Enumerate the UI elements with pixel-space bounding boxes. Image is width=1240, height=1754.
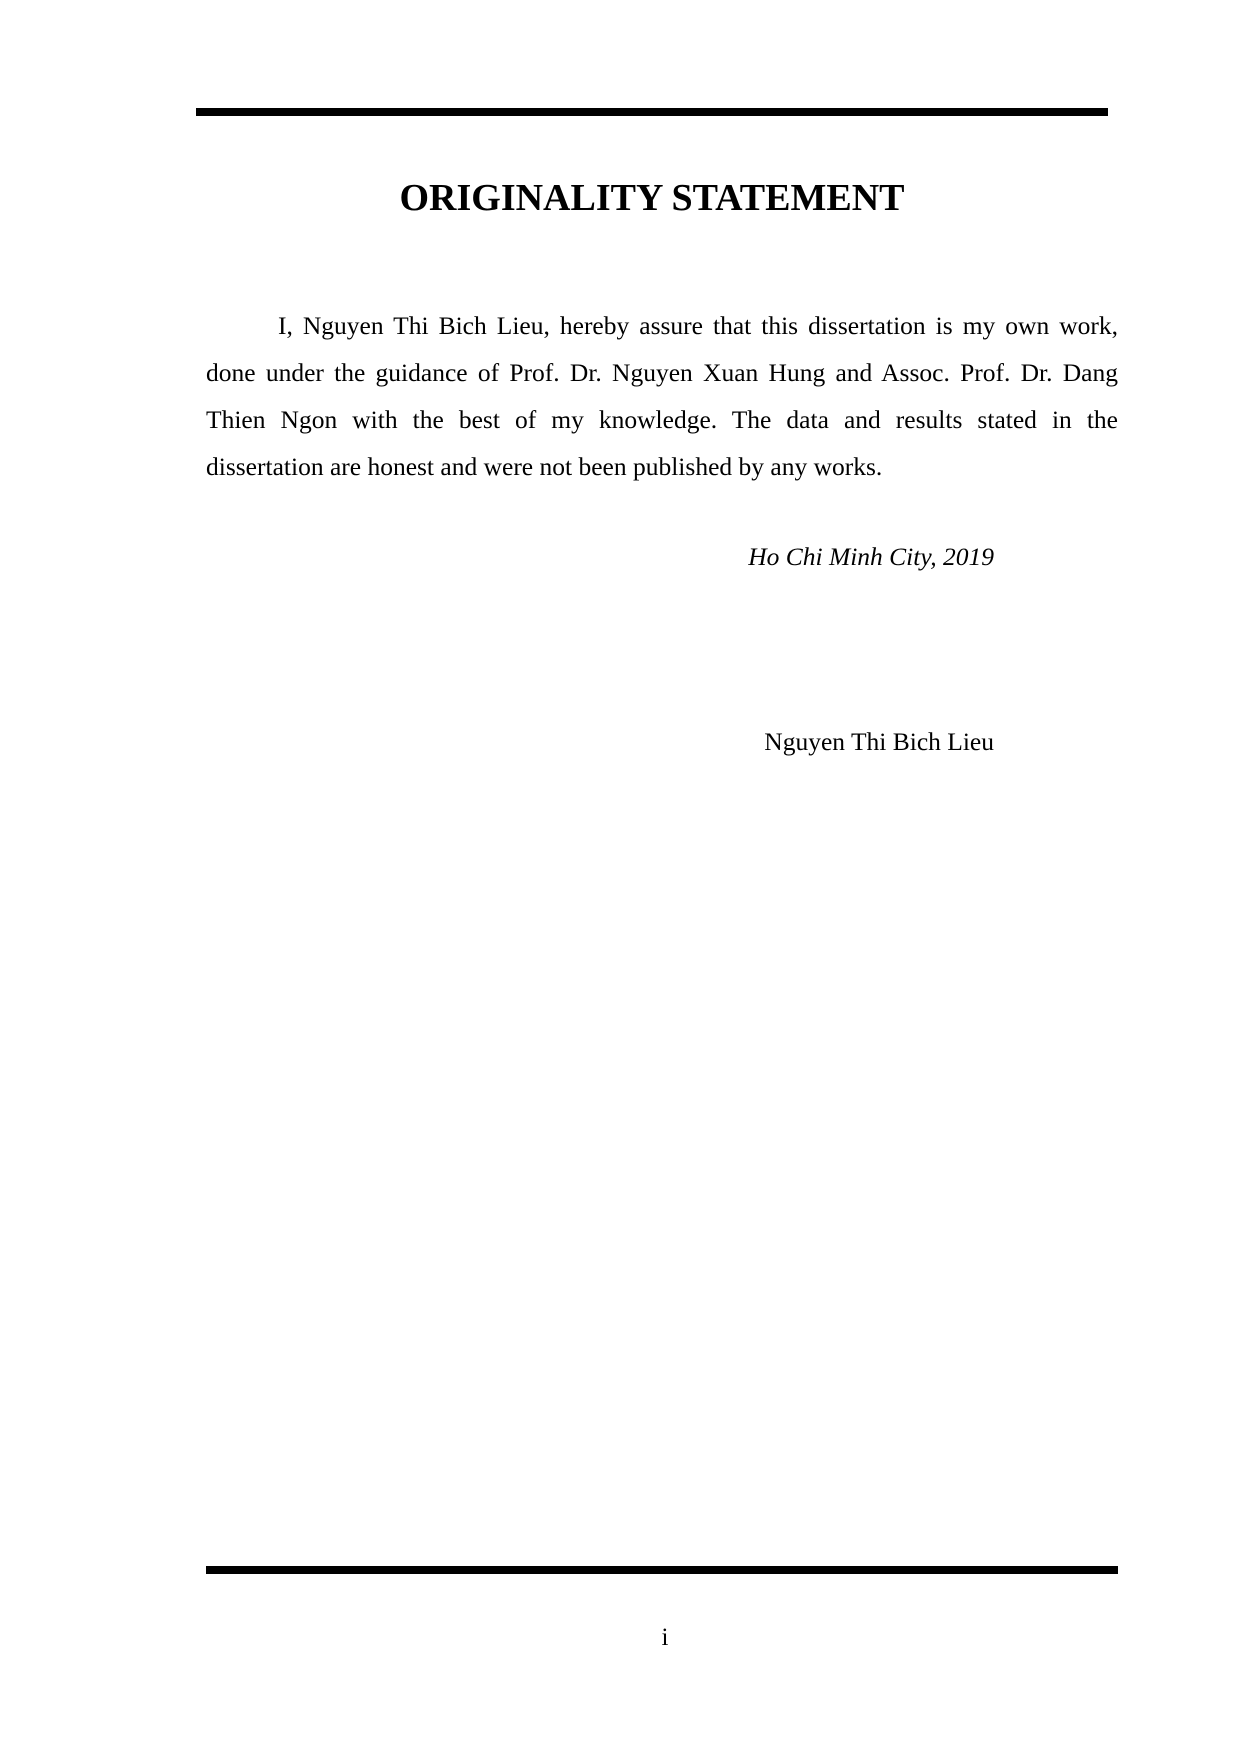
page-title: ORIGINALITY STATEMENT <box>399 177 905 219</box>
place-date: Ho Chi Minh City, 2019 <box>748 542 994 571</box>
signature-name: Nguyen Thi Bich Lieu <box>764 727 994 756</box>
page-number: i <box>661 1624 669 1651</box>
bottom-rule <box>206 1566 1118 1574</box>
statement-paragraph: I, Nguyen Thi Bich Lieu, hereby assure that this dissertation is my own work, done under the guidance of Prof. Dr. Nguyen Xuan Hung and Assoc. Prof. Dr. Dang Thien Ngon with the best of my knowledge. The data and results stated in the dissertation are honest and were not been published by any works. <box>206 311 1118 481</box>
top-rule <box>196 108 1108 116</box>
